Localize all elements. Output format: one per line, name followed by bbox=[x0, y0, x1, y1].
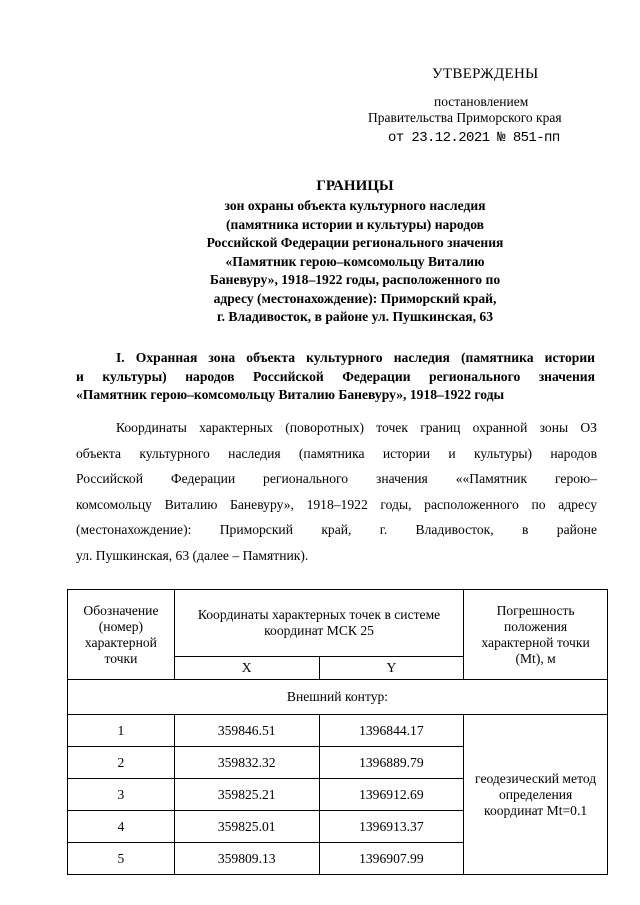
col-header-point: Обозначение (номер) характерной точки bbox=[68, 590, 175, 680]
section-heading bbox=[76, 349, 595, 405]
col-header-y: Y bbox=[319, 657, 464, 680]
coord-y: 1396912.69 bbox=[319, 779, 464, 811]
coord-x: 359832.32 bbox=[174, 747, 319, 779]
table-row bbox=[68, 715, 608, 747]
method-note: геодезический метод определения координат Mt=0.1 bbox=[464, 715, 608, 875]
point-number: 4 bbox=[68, 811, 175, 843]
document-title: ГРАНИЦЫ bbox=[316, 178, 394, 194]
coord-y: 1396844.17 bbox=[319, 715, 464, 747]
col-header-x: X bbox=[174, 657, 319, 680]
approval-line-2: Правительства Приморского края bbox=[368, 110, 562, 125]
document-header bbox=[130, 178, 580, 327]
body-paragraph bbox=[76, 415, 597, 569]
coord-y: 1396907.99 bbox=[319, 843, 464, 875]
paragraph-line: ул. Пушкинская, 63 (далее – Памятник). bbox=[76, 547, 309, 563]
approval-line-3: от 23.12.2021 № 851-пп bbox=[388, 130, 560, 146]
paragraph-line: Российской Федерации регионального значения ««Памятник герою– bbox=[76, 471, 597, 487]
subtitle-line: г. Владивосток, в районе ул. Пушкинская, 63 bbox=[216, 309, 494, 324]
paragraph-line: Координаты характерных (поворотных) точек границ охранной зоны ОЗ bbox=[116, 420, 597, 435]
paragraph-line: объекта культурного наследия (памятника истории и культуры) народов bbox=[76, 445, 597, 461]
coord-y: 1396913.37 bbox=[319, 811, 464, 843]
subtitle-line: Баневуру», 1918–1922 годы, расположенного по bbox=[209, 272, 501, 287]
contour-label: Внешний контур: bbox=[68, 680, 608, 715]
paragraph-line: комсомольцу Виталию Баневуру», 1918–1922 годы, расположенного по адресу bbox=[76, 496, 597, 512]
document-subtitle bbox=[130, 197, 580, 327]
approval-line-1: постановлением bbox=[434, 94, 529, 109]
section-heading-line: I. Охранная зона объекта культурного наследия (памятника истории bbox=[116, 350, 595, 365]
section-heading-line: и культуры) народов Российской Федерации регионального значения bbox=[76, 368, 595, 384]
subtitle-line: «Памятник герою–комсомольцу Виталию bbox=[225, 253, 485, 269]
subtitle-line: зон охраны объекта культурного наследия bbox=[224, 198, 486, 213]
subtitle-line: адресу (местонахождение): Приморский край, bbox=[213, 290, 497, 306]
paragraph-line: (местонахождение): Приморский край, г. Владивосток, в районе bbox=[76, 522, 597, 538]
approval-title: УТВЕРЖДЕНЫ bbox=[432, 66, 539, 82]
subtitle-line: (памятника истории и культуры) народов bbox=[225, 216, 484, 232]
coord-x: 359846.51 bbox=[174, 715, 319, 747]
section-heading-line: «Памятник герою–комсомольцу Виталию Баневуру», 1918–1922 годы bbox=[76, 387, 505, 402]
point-number: 3 bbox=[68, 779, 175, 811]
subtitle-line: Российской Федерации регионального значения bbox=[206, 235, 504, 250]
coordinates-table bbox=[67, 589, 608, 875]
coord-y: 1396889.79 bbox=[319, 747, 464, 779]
col-header-error: Погрешность положения характерной точки (Mt), м bbox=[464, 590, 608, 680]
col-header-coords: Координаты характерных точек в системе координат МСК 25 bbox=[174, 590, 463, 657]
coord-x: 359825.01 bbox=[174, 811, 319, 843]
point-number: 5 bbox=[68, 843, 175, 875]
point-number: 1 bbox=[68, 715, 175, 747]
coord-x: 359809.13 bbox=[174, 843, 319, 875]
point-number: 2 bbox=[68, 747, 175, 779]
coord-x: 359825.21 bbox=[174, 779, 319, 811]
